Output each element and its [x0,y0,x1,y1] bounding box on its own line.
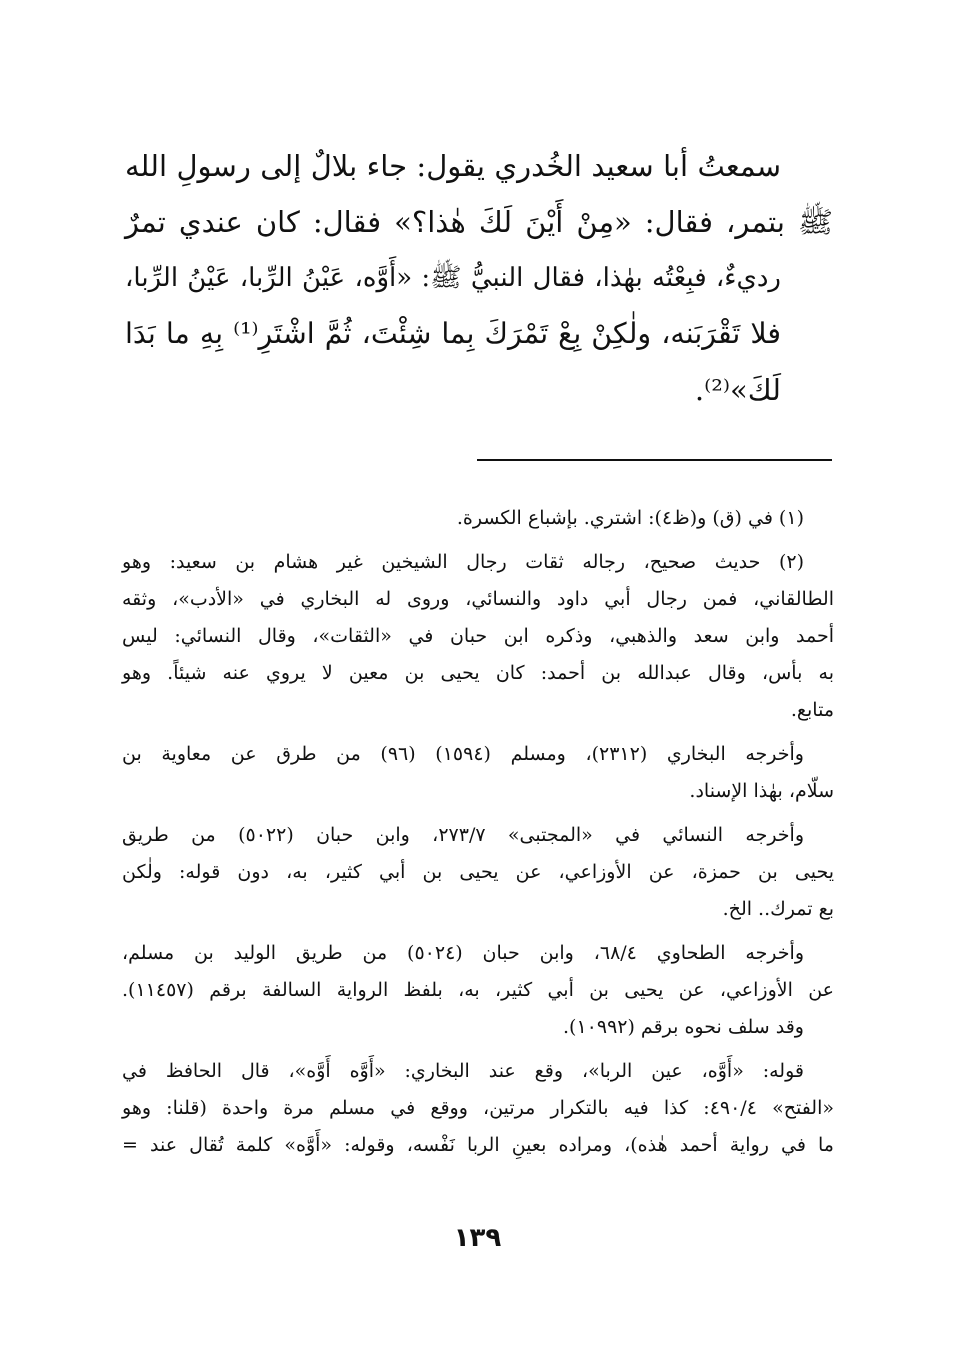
footnote-line: بع تمرك.. الخ. [722,898,834,920]
hadith-line: ﷺ بتمر، فقال: «مِنْ أَيْنَ لَكَ هٰذا؟» فقال: كان عندي تمرٌ [125,205,833,239]
footnote-takhrij-nasai [122,817,834,928]
hadith-line: فلا تَقْرَبَنه، ولٰكِنْ بِعْ تَمْرَكَ بِما شِئْتَ، ثُمَّ اشْتَرِ⁽¹⁾ بِهِ ما بَدَا [125,317,781,350]
footnote-line: سلّام، بهٰذا الإسناد. [689,780,834,802]
footnote-line: ما في رواية أحمد هٰذه)، ومراده بعينِ الربا نَفْسه، وقوله: «أَوَّه» كلمة تُقال عند = [122,1134,834,1156]
footnote-line: عن الأوزاعي، عن يحيى بن أبي كثير، به، بلفظ الرواية السالفة برقم (١١٤٥٧). [122,979,834,1001]
hadith-line: سمعتُ أبا سعيد الخُدري يقول: جاء بلالٌ إلى رسولِ الله [125,149,781,183]
footnote-line: (٢) حديث صحيح، رجاله ثقات رجال الشيخين غير هشام بن سعيد: وهو [122,551,804,573]
footnote-2 [122,544,834,729]
footnote-takhrij-bukhari [122,736,834,810]
footnote-line: وأخرجه النسائي في «المجتبى» ٢٧٣/٧، وابن حبان (٥٠٢٢) من طريق [122,824,805,846]
hadith-text [125,138,833,418]
footnote-line: (١) في (ق) و(ظ٤): اشتري. بإشباع الكسرة. [456,507,804,529]
footnote-1 [122,500,834,537]
hadith-paragraph [125,138,833,418]
footnote-commentary [122,1053,834,1164]
footnote-line: وأخرجه الطحاوي ٦٨/٤، وابن حبان (٥٠٢٤) من طريق الوليد بن مسلم، [122,942,804,964]
footnote-line: متابع. [790,699,834,721]
footnotes [122,500,834,1171]
hadith-line: رديءٌ، فبِعْتُه بهٰذا، فقال النبيُّ ﷺ: «أَوَّه، عَيْنُ الرِّبا، عَيْنُ الرِّبا، [125,263,781,293]
footnote-line: به بأس، وقال عبدالله بن أحمد: كان يحيى بن معين لا يروي عنه شيئاً. وهو [122,662,834,684]
footnote-takhrij-tahawi [122,935,834,1046]
page-number: ١٣٩ [453,1223,502,1253]
footnote-line: يحيى بن حمزة، عن الأوزاعي، عن يحيى بن أبي كثير، به، دون قوله: ولٰكن [122,861,834,883]
footnote-line: أحمد وابن سعد والذهبي، وذكره ابن حبان في «الثقات»، وقال النسائي: ليس [122,625,834,647]
hadith-line: لَكَ»⁽²⁾. [694,373,781,407]
footnote-line: «الفتح» ٤٩٠/٤: كذا فيه بالتكرار مرتين، ووقع في مسلم مرة واحدة (قلنا: وهو [122,1097,835,1119]
footnote-line: قوله: «أَوَّه، عين الربا»، وقع عند البخاري: «أَوَّه أَوَّه»، قال الحافظ في [122,1060,804,1082]
footnote-line: الطالقاني، فمن رجال أبي داود والنسائي، وروى له البخاري في «الأدب»، وثقه [122,588,834,610]
footnote-line: وأخرجه البخاري (٢٣١٢)، ومسلم (١٥٩٤) (٩٦) من طرق عن معاوية بن [122,743,804,765]
footnote-divider [477,459,832,461]
footnote-line: وقد سلف نحوه برقم (١٠٩٩٢). [563,1016,804,1038]
